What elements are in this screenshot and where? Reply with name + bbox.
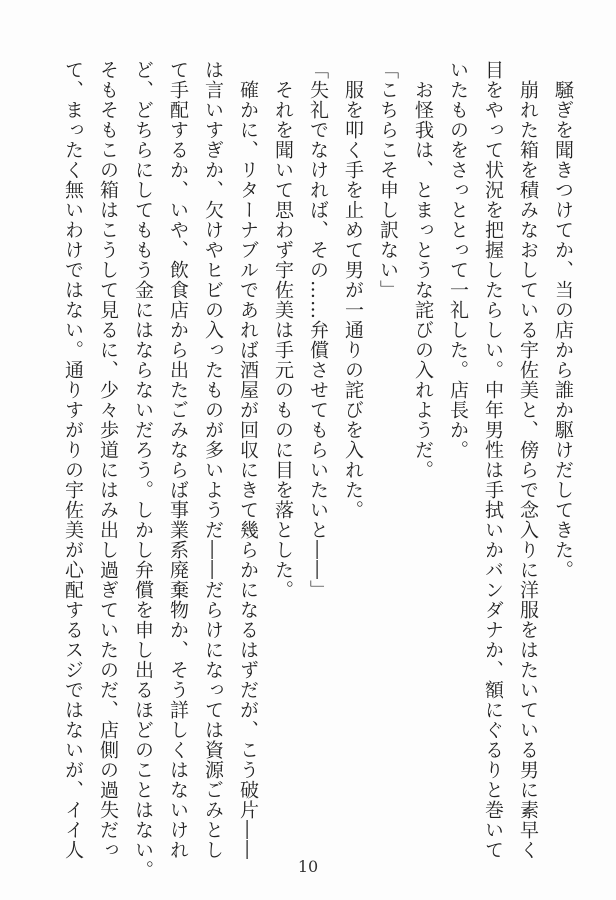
text-line: いたものをさっととって一礼した。店長か。 <box>447 60 469 460</box>
text-line: お怪我は、とまっとうな詫びの入れようだ。 <box>412 60 434 480</box>
page-number: 10 <box>297 857 319 876</box>
text-line: 「こちらこそ申し訳ない」 <box>377 60 399 300</box>
text-line: て手配するか、いや、飲食店から出たごみならば事業系廃棄物か、そう詳しくはないけれ <box>167 60 189 860</box>
text-line: そもそもこの箱はこうして見るに、少々歩道にはみ出し過ぎていたのだ、店側の過失だっ <box>97 60 119 860</box>
text-line: は言いすぎか、欠けやヒビの入ったものが多いようだ――だらけになっては資源ごみとし <box>202 60 224 860</box>
text-line: 目をやって状況を把握したらしい。中年男性は手拭いかバンダナか、額にぐるりと巻いて <box>482 60 504 860</box>
text-line: 確かに、リターナブルであれば酒屋が回収にきて幾らかになるはずだが、こう破片―― <box>237 60 259 860</box>
text-line: て、まったく無いわけではない。通りすがりの宇佐美が心配するスジではないが、イイ人 <box>62 60 84 860</box>
text-line: 「失礼でなければ、その……弁償させてもらいたいと――」 <box>307 60 329 600</box>
text-line: ど、どちらにしてももう金にはならないだろう。しかし弁償を申し出るほどのことはない。 <box>132 60 154 880</box>
text-line: 服を叩く手を止めて男が一通りの詫びを入れた。 <box>342 60 364 520</box>
text-line: それを聞いて思わず宇佐美は手元のものに目を落とした。 <box>272 60 294 600</box>
text-line: 崩れた箱を積みなおしている宇佐美と、傍らで念入りに洋服をはたいている男に素早く <box>517 60 539 860</box>
text-line: 騒ぎを聞きつけてか、当の店から誰か駆けだしてきた。 <box>552 60 574 580</box>
